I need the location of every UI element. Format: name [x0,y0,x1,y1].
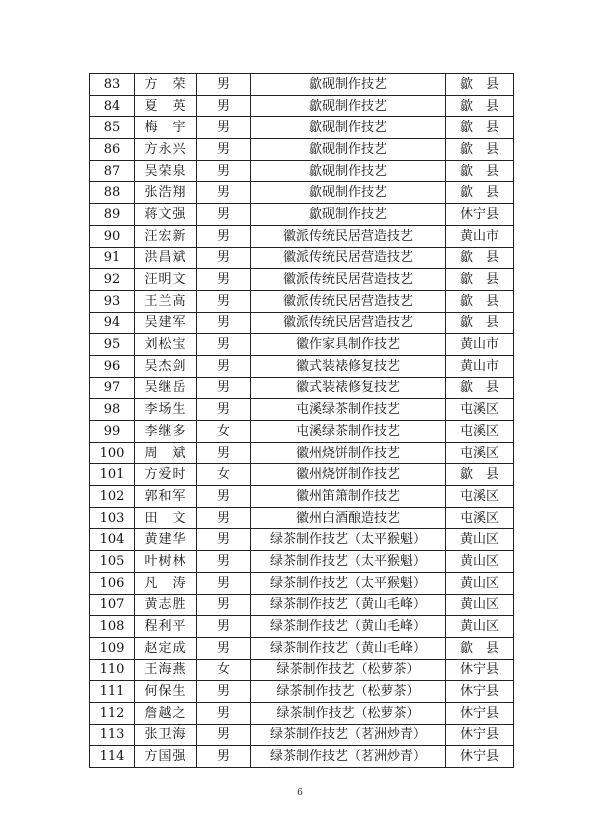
table-row [90,594,514,616]
gender-cell: 男 [197,486,251,508]
row-number-cell: 103 [90,507,135,529]
table-row [90,681,514,703]
table-row [90,225,514,247]
row-number-cell: 88 [90,182,135,204]
name-cell: 李场生 [135,399,197,421]
row-number-cell: 98 [90,399,135,421]
row-number-cell: 112 [90,702,135,724]
gender-cell: 男 [197,681,251,703]
name-cell: 王兰高 [135,290,197,312]
skill-cell: 绿茶制作技艺（黄山毛峰） [251,637,446,659]
gender-cell: 男 [197,637,251,659]
gender-cell: 男 [197,290,251,312]
skill-cell: 歙砚制作技艺 [251,139,446,161]
row-number-cell: 108 [90,616,135,638]
gender-cell: 男 [197,399,251,421]
row-number-cell: 101 [90,464,135,486]
name-cell: 蒋文强 [135,204,197,226]
gender-cell: 女 [197,464,251,486]
name-cell: 王海燕 [135,659,197,681]
skill-cell: 绿茶制作技艺（茗洲炒青） [251,724,446,746]
table-row [90,160,514,182]
name-cell: 张卫海 [135,724,197,746]
row-number-cell: 94 [90,312,135,334]
region-cell: 歙 县 [446,139,514,161]
row-number-cell: 99 [90,421,135,443]
name-cell: 黄建华 [135,529,197,551]
row-number-cell: 85 [90,117,135,139]
region-cell: 屯溪区 [446,486,514,508]
gender-cell: 男 [197,74,251,96]
table-row [90,486,514,508]
row-number-cell: 95 [90,334,135,356]
table-row [90,702,514,724]
skill-cell: 徽州烧饼制作技艺 [251,464,446,486]
region-cell: 屯溪区 [446,442,514,464]
table-row [90,269,514,291]
gender-cell: 男 [197,442,251,464]
name-cell: 田 文 [135,507,197,529]
region-cell: 歙 县 [446,95,514,117]
row-number-cell: 114 [90,746,135,768]
name-cell: 汪明文 [135,269,197,291]
skill-cell: 徽派传统民居营造技艺 [251,290,446,312]
region-cell: 歙 县 [446,247,514,269]
table-row [90,247,514,269]
row-number-cell: 97 [90,377,135,399]
row-number-cell: 84 [90,95,135,117]
table-row [90,724,514,746]
gender-cell: 男 [197,507,251,529]
table-row [90,507,514,529]
table-row [90,355,514,377]
skill-cell: 徽派传统民居营造技艺 [251,312,446,334]
name-cell: 凡 涛 [135,572,197,594]
region-cell: 歙 县 [446,182,514,204]
region-cell: 歙 县 [446,637,514,659]
name-cell: 黄志胜 [135,594,197,616]
table-row [90,659,514,681]
region-cell: 歙 县 [446,312,514,334]
region-cell: 黄山市 [446,225,514,247]
region-cell: 歙 县 [446,464,514,486]
skill-cell: 徽派传统民居营造技艺 [251,269,446,291]
table-row [90,312,514,334]
skill-cell: 歙砚制作技艺 [251,117,446,139]
skill-cell: 徽州笛箫制作技艺 [251,486,446,508]
region-cell: 休宁县 [446,702,514,724]
skill-cell: 屯溪绿茶制作技艺 [251,421,446,443]
gender-cell: 男 [197,724,251,746]
gender-cell: 男 [197,269,251,291]
row-number-cell: 93 [90,290,135,312]
gender-cell: 男 [197,95,251,117]
gender-cell: 男 [197,355,251,377]
name-cell: 方 荣 [135,74,197,96]
region-cell: 歙 县 [446,117,514,139]
table-row [90,616,514,638]
region-cell: 黄山市 [446,355,514,377]
table-row [90,551,514,573]
name-cell: 程利平 [135,616,197,638]
region-cell: 黄山区 [446,529,514,551]
gender-cell: 男 [197,616,251,638]
gender-cell: 女 [197,421,251,443]
table-row [90,139,514,161]
gender-cell: 男 [197,139,251,161]
row-number-cell: 86 [90,139,135,161]
table-row [90,117,514,139]
skill-cell: 绿茶制作技艺（茗洲炒青） [251,746,446,768]
table-row [90,290,514,312]
region-cell: 休宁县 [446,724,514,746]
name-cell: 夏 英 [135,95,197,117]
gender-cell: 男 [197,572,251,594]
name-cell: 何保生 [135,681,197,703]
row-number-cell: 102 [90,486,135,508]
gender-cell: 男 [197,312,251,334]
region-cell: 黄山区 [446,616,514,638]
row-number-cell: 92 [90,269,135,291]
table-row [90,334,514,356]
row-number-cell: 113 [90,724,135,746]
table-row [90,182,514,204]
name-cell: 吴继岳 [135,377,197,399]
skill-cell: 绿茶制作技艺（黄山毛峰） [251,616,446,638]
gender-cell: 男 [197,160,251,182]
region-cell: 歙 县 [446,377,514,399]
table-row [90,442,514,464]
skill-cell: 歙砚制作技艺 [251,95,446,117]
region-cell: 黄山区 [446,551,514,573]
skill-cell: 徽派传统民居营造技艺 [251,225,446,247]
row-number-cell: 90 [90,225,135,247]
skill-cell: 徽式装裱修复技艺 [251,377,446,399]
name-cell: 赵定成 [135,637,197,659]
name-cell: 郭和军 [135,486,197,508]
row-number-cell: 111 [90,681,135,703]
skill-cell: 歙砚制作技艺 [251,74,446,96]
row-number-cell: 107 [90,594,135,616]
gender-cell: 男 [197,247,251,269]
name-cell: 刘松宝 [135,334,197,356]
row-number-cell: 106 [90,572,135,594]
row-number-cell: 105 [90,551,135,573]
skill-cell: 绿茶制作技艺（松萝茶） [251,681,446,703]
skill-cell: 徽式装裱修复技艺 [251,355,446,377]
skill-cell: 徽派传统民居营造技艺 [251,247,446,269]
row-number-cell: 110 [90,659,135,681]
row-number-cell: 109 [90,637,135,659]
table-row [90,529,514,551]
gender-cell: 男 [197,117,251,139]
skill-cell: 歙砚制作技艺 [251,160,446,182]
name-cell: 张浩翔 [135,182,197,204]
name-cell: 方永兴 [135,139,197,161]
table-row [90,74,514,96]
table-row [90,572,514,594]
table-row [90,746,514,768]
skill-cell: 徽州白酒酿造技艺 [251,507,446,529]
row-number-cell: 91 [90,247,135,269]
name-cell: 叶树林 [135,551,197,573]
row-number-cell: 89 [90,204,135,226]
skill-cell: 绿茶制作技艺（太平猴魁） [251,529,446,551]
region-cell: 屯溪区 [446,399,514,421]
region-cell: 歙 县 [446,74,514,96]
skill-cell: 徽作家具制作技艺 [251,334,446,356]
name-cell: 洪昌斌 [135,247,197,269]
skill-cell: 绿茶制作技艺（太平猴魁） [251,551,446,573]
region-cell: 休宁县 [446,746,514,768]
skill-cell: 绿茶制作技艺（太平猴魁） [251,572,446,594]
skill-cell: 歙砚制作技艺 [251,204,446,226]
region-cell: 黄山区 [446,572,514,594]
gender-cell: 男 [197,529,251,551]
name-cell: 方爱时 [135,464,197,486]
row-number-cell: 104 [90,529,135,551]
name-cell: 汪宏新 [135,225,197,247]
gender-cell: 男 [197,377,251,399]
table-row [90,377,514,399]
gender-cell: 男 [197,746,251,768]
region-cell: 屯溪区 [446,507,514,529]
skill-cell: 屯溪绿茶制作技艺 [251,399,446,421]
region-cell: 黄山市 [446,334,514,356]
gender-cell: 男 [197,225,251,247]
gender-cell: 男 [197,334,251,356]
name-cell: 吴杰剑 [135,355,197,377]
name-cell: 梅 宇 [135,117,197,139]
skill-cell: 绿茶制作技艺（松萝茶） [251,659,446,681]
region-cell: 黄山区 [446,594,514,616]
region-cell: 歙 县 [446,269,514,291]
table-row [90,399,514,421]
region-cell: 歙 县 [446,160,514,182]
name-cell: 吴荣泉 [135,160,197,182]
table-row [90,421,514,443]
skill-cell: 徽州烧饼制作技艺 [251,442,446,464]
row-number-cell: 100 [90,442,135,464]
name-cell: 詹越之 [135,702,197,724]
region-cell: 屯溪区 [446,421,514,443]
skill-cell: 歙砚制作技艺 [251,182,446,204]
skill-cell: 绿茶制作技艺（松萝茶） [251,702,446,724]
name-cell: 吴建军 [135,312,197,334]
table-row [90,464,514,486]
page-number: 6 [297,788,303,798]
row-number-cell: 83 [90,74,135,96]
gender-cell: 男 [197,594,251,616]
name-cell: 李继多 [135,421,197,443]
row-number-cell: 87 [90,160,135,182]
table-body [90,74,514,768]
table-row [90,95,514,117]
gender-cell: 男 [197,551,251,573]
region-cell: 歙 县 [446,290,514,312]
gender-cell: 女 [197,659,251,681]
skill-cell: 绿茶制作技艺（黄山毛峰） [251,594,446,616]
row-number-cell: 96 [90,355,135,377]
gender-cell: 男 [197,702,251,724]
region-cell: 休宁县 [446,681,514,703]
gender-cell: 男 [197,204,251,226]
region-cell: 休宁县 [446,659,514,681]
name-cell: 方国强 [135,746,197,768]
table-row [90,637,514,659]
region-cell: 休宁县 [446,204,514,226]
gender-cell: 男 [197,182,251,204]
table-row [90,204,514,226]
inheritor-table [89,73,514,768]
name-cell: 周 斌 [135,442,197,464]
